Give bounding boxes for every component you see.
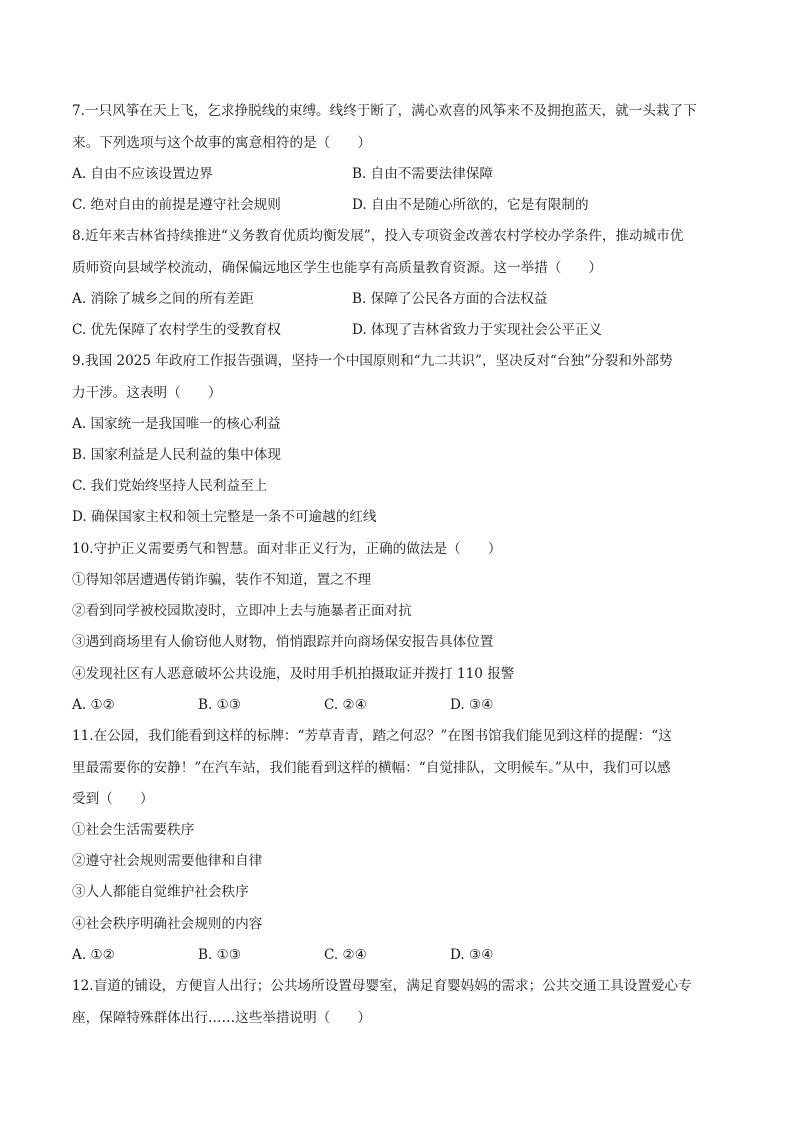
q7-option-b: B. 自由不需要法律保障 <box>352 166 493 182</box>
q11-item-1: ①社会生活需要秩序 <box>72 822 195 838</box>
q11-item-3: ③人人都能自觉维护社会秩序 <box>72 884 249 900</box>
q9-option-b: B. 国家利益是人民利益的集中体现 <box>72 447 281 463</box>
q10-item-1: ①得知邻居遭遇传销诈骗，装作不知道，置之不理 <box>72 572 372 588</box>
q7-option-d: D. 自由不是随心所欲的，它是有限制的 <box>352 197 589 213</box>
q7-option-c: C. 绝对自由的前提是遵守社会规则 <box>72 197 281 213</box>
q8-options-row-2 <box>72 320 722 340</box>
q7-options-row-2 <box>72 195 722 215</box>
q11-stem-line-1: 11.在公园，我们能看到这样的标牌：“芳草青青，踏之何忍？”在图书馆我们能见到这样的提醒：“这 <box>72 728 672 744</box>
q11-item-2: ②遵守社会规则需要他律和自律 <box>72 853 263 869</box>
q8-stem-line-1: 8.近年来吉林省持续推进“义务教育优质均衡发展”，投入专项资金改善农村学校办学条件，推动城市优 <box>72 228 684 244</box>
q11-option-b: B. ①③ <box>198 947 242 963</box>
q8-option-a: A. 消除了城乡之间的所有差距 <box>72 291 254 307</box>
q7-option-a: A. 自由不应该设置边界 <box>72 166 213 182</box>
q10-option-b: B. ①③ <box>198 697 242 713</box>
q12-stem-line-1: 12.盲道的铺设，方便盲人出行；公共场所设置母婴室，满足育婴妈妈的需求；公共交通工具设置爱心专 <box>72 978 692 994</box>
q9-option-a: A. 国家统一是我国唯一的核心利益 <box>72 416 281 432</box>
q9-option-d: D. 确保国家主权和领土完整是一条不可逾越的红线 <box>72 509 377 525</box>
q10-item-4: ④发现社区有人恶意破坏公共设施，及时用手机拍摄取证并拨打 110 报警 <box>72 666 515 682</box>
q8-stem-line-2: 质师资向县域学校流动，确保偏远地区学生也能享有高质量教育资源。这一举措（ ） <box>72 260 603 276</box>
q11-option-c: C. ②④ <box>324 947 367 963</box>
q10-stem-line-1: 10.守护正义需要勇气和智慧。面对非正义行为，正确的做法是（ ） <box>72 541 502 557</box>
q9-stem-line-1: 9.我国 2025 年政府工作报告强调，坚持一个中国原则和“九二共识”，坚决反对“台独”分裂和外部势 <box>72 353 673 369</box>
q7-options-row-1 <box>72 164 722 184</box>
q12-stem-line-2: 座，保障特殊群体出行……这些举措说明（ ） <box>72 1010 372 1026</box>
q11-stem-line-2: 里最需要你的安静！”在汽车站，我们能看到这样的横幅：“自觉排队，文明候车。”从中，我们可以感 <box>72 760 671 776</box>
q8-option-c: C. 优先保障了农村学生的受教育权 <box>72 322 281 338</box>
q7-stem-line-1: 7.一只风筝在天上飞，乞求挣脱线的束缚。线终于断了，满心欢喜的风筝来不及拥抱蓝天，就一头栽了下 <box>72 103 697 119</box>
q10-options-row <box>72 695 722 715</box>
q10-option-a: A. ①② <box>72 697 115 713</box>
q11-item-4: ④社会秩序明确社会规则的内容 <box>72 916 263 932</box>
q8-option-b: B. 保障了公民各方面的合法权益 <box>352 291 548 307</box>
q7-stem-line-2: 来。下列选项与这个故事的寓意相符的是（ ） <box>72 135 372 151</box>
q10-option-c: C. ②④ <box>324 697 367 713</box>
q11-option-a: A. ①② <box>72 947 115 963</box>
q11-options-row <box>72 945 722 965</box>
q9-stem-line-2: 力干涉。这表明（ ） <box>72 385 222 401</box>
q11-stem-line-3: 受到（ ） <box>72 791 154 807</box>
q9-option-c: C. 我们党始终坚持人民利益至上 <box>72 478 268 494</box>
q10-item-2: ②看到同学被校园欺凌时，立即冲上去与施暴者正面对抗 <box>72 603 412 619</box>
q8-options-row-1 <box>72 289 722 309</box>
q10-option-d: D. ③④ <box>450 697 494 713</box>
q11-option-d: D. ③④ <box>450 947 494 963</box>
q8-option-d: D. 体现了吉林省致力于实现社会公平正义 <box>352 322 603 338</box>
q10-item-3: ③遇到商场里有人偷窃他人财物，悄悄跟踪并向商场保安报告具体位置 <box>72 634 494 650</box>
